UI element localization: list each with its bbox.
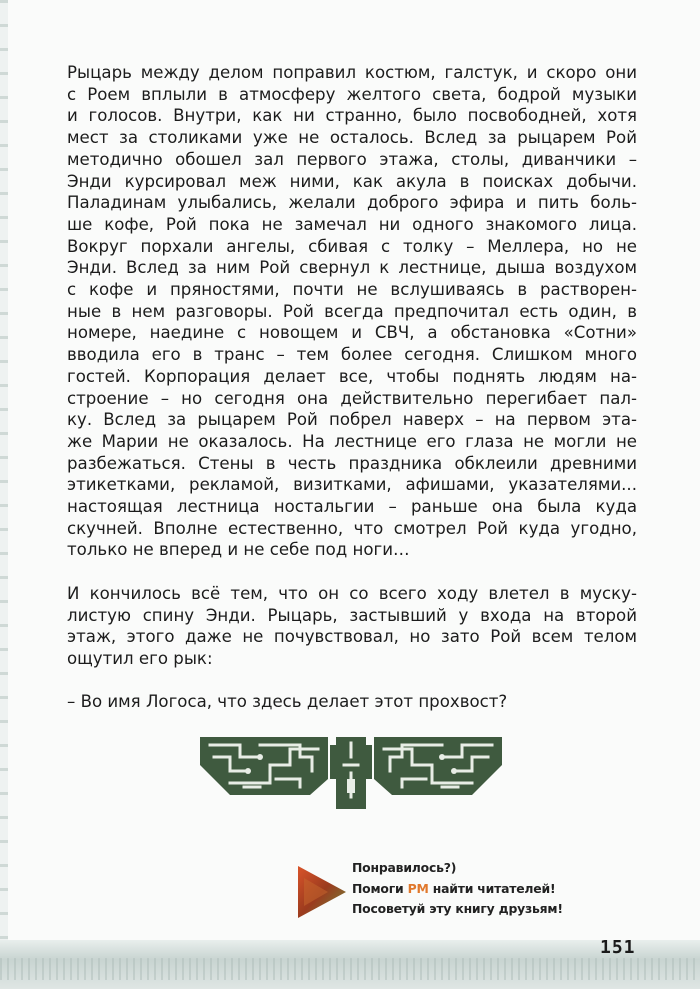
- promo-text: [352, 858, 563, 920]
- promo-line-recommend: Посоветуй эту книгу друзьям!: [352, 901, 563, 916]
- page-edge-texture: [0, 0, 8, 989]
- text-line: же Марии не оказалось. На лестнице его глаза не могли не: [67, 431, 637, 451]
- text-line: вводила его в транс – тем более сегодня. Слишком много: [67, 345, 637, 365]
- promo-line-help: [352, 879, 563, 900]
- circuit-board-ornament: [200, 735, 502, 809]
- text-line: Рыцарь между делом поправил костюм, галстук, и скоро они: [67, 63, 637, 82]
- text-line: мест за столиками уже не осталось. Вслед за рыцарем Рой: [67, 128, 637, 148]
- text-line: скучней. Вполне естественно, что смотрел Рой куда угодно,: [67, 518, 637, 538]
- body-text: [67, 62, 637, 735]
- text-line: номере, наедине с новощем и СВЧ, а обстановка «Сотни»: [67, 323, 637, 343]
- text-line: разбежаться. Стены в честь праздника обклеили древними: [67, 453, 637, 473]
- text-line: настоящая лестница ностальгии – раньше она была куда: [67, 497, 637, 517]
- triangle-play-icon: [298, 866, 346, 918]
- text-line: этикетками, рекламой, визитками, афишами, указателями...: [67, 475, 637, 495]
- text-line: ку. Вслед за рыцарем Рой побрел наверх – на первом эта-: [67, 410, 637, 430]
- text-line: Энди. Вслед за ним Рой свернул к лестнице, дыша воздухом: [67, 258, 637, 278]
- text-line: Вокруг порхали ангелы, сбивая с толку – Меллера, но не: [67, 236, 637, 256]
- text-line: гостей. Корпорация делает все, чтобы поднять людям на-: [67, 366, 637, 386]
- promo-help-text: Помоги: [352, 880, 408, 896]
- text-line: ные в нем разговоры. Рой всегда предпочитал есть один, в: [67, 301, 637, 321]
- promo-block: [298, 858, 598, 928]
- paragraph-2: [67, 583, 637, 670]
- text-line: с кофе и пряностями, почти не вслушиваясь в растворен-: [67, 280, 637, 300]
- text-line: Паладинам улыбались, желали доброго эфира и пить боль-: [67, 193, 637, 213]
- text-line: и голосов. Внутри, как ни странно, было посвободней, хотя: [67, 106, 637, 126]
- text-line: Энди курсировал меж ними, как акула в поисках добычи.: [67, 171, 637, 191]
- paragraph-3: [67, 691, 637, 713]
- text-line: строение – но сегодня она действительно перегибает пал-: [67, 388, 637, 408]
- text-line: – Во имя Логоса, что здесь делает этот прохвост?: [67, 692, 508, 712]
- paragraph-1: [67, 62, 637, 561]
- text-line: И кончилось всё тем, что он со всего ходу влетел в муску-: [67, 583, 637, 603]
- publisher-badge: РМ: [407, 880, 429, 896]
- text-line: ше кофе, Рой пока не замечал ни одного знакомого лица.: [67, 214, 637, 234]
- promo-line-liked: Понравилось?): [352, 860, 457, 875]
- promo-help-text-end: найти читателей!: [428, 880, 556, 896]
- text-line: этаж, этого даже не почувствовал, но зато Рой всем телом: [67, 627, 637, 647]
- bottom-decorative-strip: [0, 940, 700, 989]
- text-line: методично обошел зал первого этажа, столы, диванчики –: [67, 149, 637, 169]
- text-line: ощутил его рык:: [67, 648, 213, 668]
- text-line: только не вперед и не себе под ноги…: [67, 540, 410, 560]
- text-line: листую спину Энди. Рыцарь, застывший у входа на второй: [67, 605, 637, 625]
- text-line: с Роем вплыли в атмосферу желтого света, бодрой музыки: [67, 84, 637, 104]
- circuit-ornament-icon: [200, 735, 502, 809]
- page-number: 151: [600, 937, 636, 958]
